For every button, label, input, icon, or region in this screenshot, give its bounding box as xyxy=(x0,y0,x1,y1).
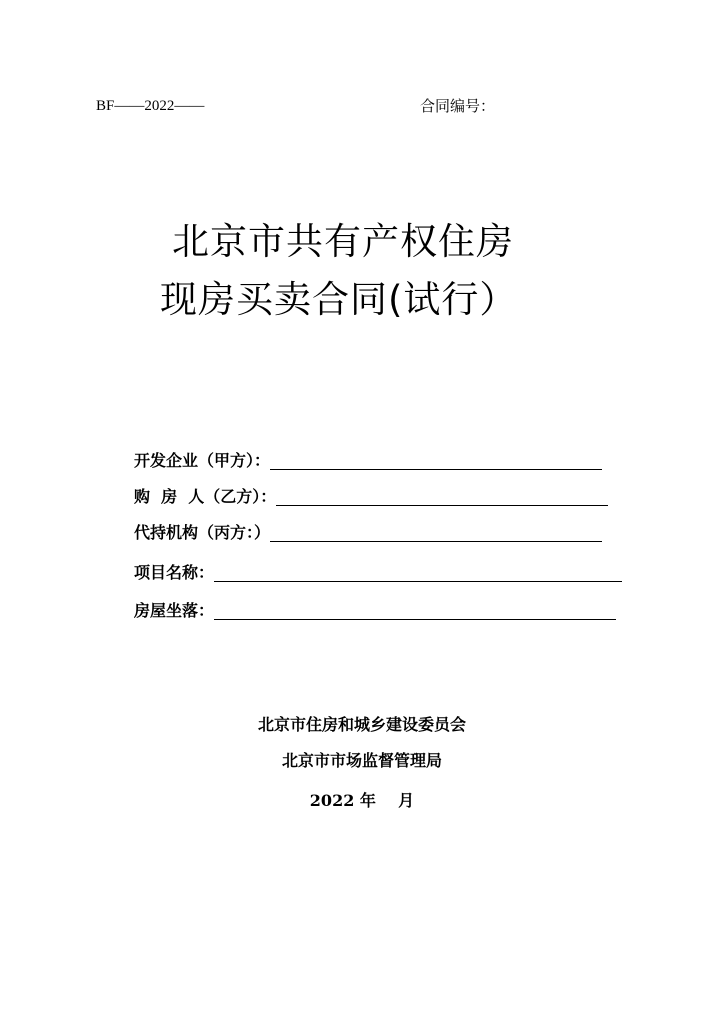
issue-date: 2022 年 月 xyxy=(309,791,415,810)
issuer-housing-commission: 北京市住房和城乡建设委员会 xyxy=(257,715,466,734)
field-developer-label: 开发企业（甲方）： xyxy=(134,451,271,470)
field-developer xyxy=(134,448,602,472)
document-title-line2: 现房买卖合同(试行） xyxy=(160,278,518,321)
field-project-name xyxy=(134,560,622,584)
issuer-market-regulation: 北京市市场监督管理局 xyxy=(281,751,442,770)
field-buyer xyxy=(134,484,608,508)
document-title-line1: 北京市共有产权住房 xyxy=(172,220,514,263)
field-property-location-label: 房屋坐落： xyxy=(134,601,215,620)
contract-code: BF——2022—— xyxy=(96,98,205,114)
field-buyer-label: 购 房 人（乙方）： xyxy=(134,487,277,506)
field-custodian-blank[interactable] xyxy=(270,523,602,542)
field-custodian-label: 代持机构（丙方：） xyxy=(134,523,271,542)
field-project-name-blank[interactable] xyxy=(214,563,622,582)
contract-number-label: 合同编号： xyxy=(420,97,496,115)
field-property-location xyxy=(134,598,616,622)
field-property-location-blank[interactable] xyxy=(214,601,616,620)
field-custodian xyxy=(134,520,602,544)
field-developer-blank[interactable] xyxy=(270,451,602,470)
field-buyer-blank[interactable] xyxy=(276,487,608,506)
field-project-name-label: 项目名称： xyxy=(134,563,215,582)
